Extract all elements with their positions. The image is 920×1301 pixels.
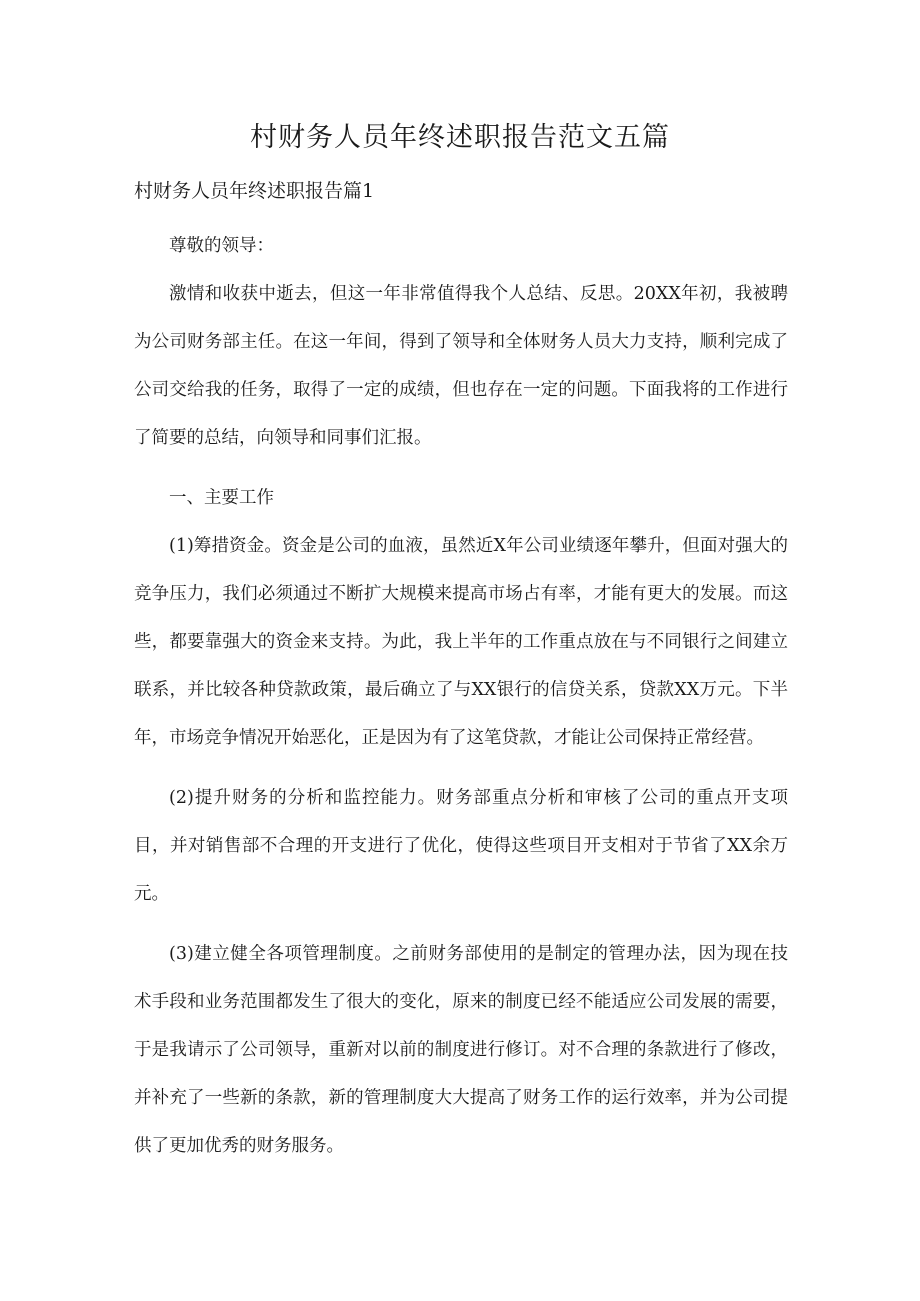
section-heading: 一、主要工作 [169, 488, 274, 508]
report-subtitle: 村财务人员年终述职报告篇1 [134, 180, 375, 202]
salutation: 尊敬的领导： [169, 236, 274, 256]
intro-paragraph: 激情和收获中逝去，但这一年非常值得我个人总结、反思。20XX年初，我被聘为公司财务部主任。在这一年间，得到了领导和全体财务人员大力支持，顺利完成了公司交给我的任务，取得了一定的成绩，但也存在一定的问题。下面我将的工作进行了简要的总结，向领导和同事们汇报。 [134, 284, 788, 448]
work-item-2: (2)提升财务的分析和监控能力。财务部重点分析和审核了公司的重点开支项目，并对销售部不合理的开支进行了优化，使得这些项目开支相对于节省了XX余万元。 [134, 788, 788, 904]
work-item-3: (3)建立健全各项管理制度。之前财务部使用的是制定的管理办法，因为现在技术手段和业务范围都发生了很大的变化，原来的制度已经不能适应公司发展的需要，于是我请示了公司领导，重新对以前的制度进行修订。对不合理的条款进行了修改，并补充了一些新的条款，新的管理制度大大提高了财务工作的运行效率，并为公司提供了更加优秀的财务服务。 [134, 944, 788, 1156]
work-item-1: (1)筹措资金。资金是公司的血液，虽然近X年公司业绩逐年攀升，但面对强大的竞争压力，我们必须通过不断扩大规模来提高市场占有率，才能有更大的发展。而这些，都要靠强大的资金来支持。为此，我上半年的工作重点放在与不同银行之间建立联系，并比较各种贷款政策，最后确立了与XX银行的信贷关系，贷款XX万元。下半年，市场竞争情况开始恶化，正是因为有了这笔贷款，才能让公司保持正常经营。 [134, 536, 788, 748]
document-title: 村财务人员年终述职报告范文五篇 [250, 122, 670, 153]
document-body [134, 222, 788, 1182]
